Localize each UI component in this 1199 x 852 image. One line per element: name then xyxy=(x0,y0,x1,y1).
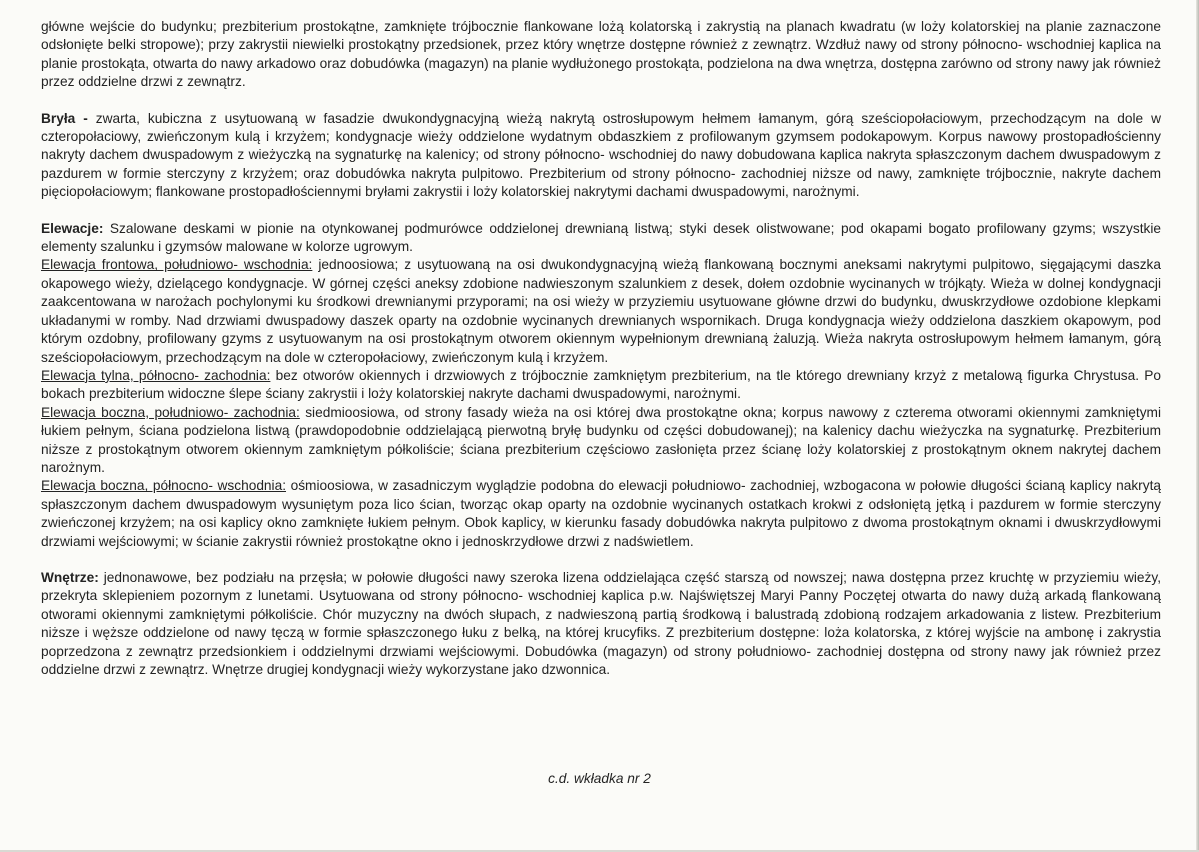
paragraph-spacer xyxy=(41,551,1161,569)
elevation-side-ne-label: Elewacja boczna, północno- wschodnia: xyxy=(41,478,287,494)
wnetrze-text: jednonawowe, bez podziału na przęsła; w połowie długości nawy szeroka lizena oddzielająca część starszą od nowszej; nawa dostępna przez kruchtę w przyziemiu wieży, przekryta sklepieniem pozornym z lunetami. Usytuowana od strony północno- wschodniej kaplica p.w. Najświętszej Maryi Panny Poczętej otwarta do nawy dużą arkadą flankowaną otworami okiennymi zamkniętymi półkoliście. Chór muzyczny na dwóch słupach, z nadwieszoną partią środkową i balustradą zdobioną rodzajem arkadowania z listew. Prezbiterium niższe i węższe oddzielone od nawy tęczą w formie spłaszczonego łuku z belką, na której krucyfiks. Z prezbiterium dostępne: loża kolatorska, z której wyjście na ambonę i zakrystia poprzedzona z zewnątrz przedsionkiem i oddzielnymi drzwiami wejściowymi. Dobudówka (magazyn) od strony południowo- zachodniej dostępna od strony nawy jak również przez oddzielne drzwi z zewnątrz. Wnętrze drugiej kondygnacji wieży wykorzystane jako dzwonnica. xyxy=(41,569,1161,677)
elewacje-intro-text: Szalowane deskami w pionie na otynkowanej podmurówce oddzielonej drewnianą listwą; styki desek olistwowane; pod okapami bogato profilowany gzyms; wszystkie elementy szalunku i gzymsów malowane w kolorze ugrowym. xyxy=(41,220,1161,255)
elevation-rear-label: Elewacja tylna, północno- zachodnia: xyxy=(41,367,271,383)
intro-paragraph: główne wejście do budynku; prezbiterium prostokątne, zamknięte trójbocznie flankowane lożą kolatorską i zakrystią na planach kwadratu (w loży kolatorskiej na planie zaznaczone odsłonięte belki stropowe); przy zakrystii niewielki prostokątny przedsionek, przez który wnętrze dostępne również z zewnątrz. Wzdłuż nawy od strony północno- wschodniej kaplica na planie prostokąta, otwarta do nawy arkadowo oraz dobudówka (magazyn) na planie wydłużonego prostokąta, podzielona na dwa wnętrza, dostępna zarówno od strony nawy jak również przez oddzielne drzwi z zewnątrz. xyxy=(41,19,1161,90)
bryla-text: zwarta, kubiczna z usytuowaną w fasadzie dwukondygnacyjną wieżą nakrytą ostrosłupowym hełmem łamanym, górą sześciopołaciowym, przechodzącym na dole w czteropołaciowy, zwieńczonym kulą i krzyżem; kondygnacje wieży oddzielone wydatnym obdaszkiem z profilowanym gzymsem podokapowym. Korpus nawowy prostopadłościenny nakryty dachem dwuspadowym z wieżyczką na sygnaturkę na kalenicy; od strony północno- wschodniej do nawy dobudowana kaplica nakryta spłaszczonym dachem dwuspadowym z pazdurem w formie sterczyny z krzyżem; oraz dobudówka nakryta pulpitowo. Prezbiterium od strony północno- zachodniej niższe od nawy, zamknięte trójbocznie, nakryte dachem pięciopołaciowym; flankowane prostopadłościennymi bryłami zakrystii i loży kolatorskiej nakrytymi dachami dwuspadowymi, narożnymi. xyxy=(41,110,1161,200)
wnetrze-section xyxy=(41,569,1161,679)
continuation-note: c.d. wkładka nr 2 xyxy=(548,771,651,786)
wnetrze-heading: Wnętrze: xyxy=(41,569,99,585)
elevation-side-ne xyxy=(41,477,1161,551)
elevation-front-text: jednoosiowa; z usytuowaną na osi dwukondygnacyjną wieżą flankowaną bocznymi aneksami nakrytymi pulpitowo, sięgającymi daszka okapowego wieży, dzielącego kondygnacje. W górnej części aneksy zdobione nadwieszonym szalunkiem z desek, dołem ozdobnie wycinanych w trójkąty. Wieża w dolnej kondygnacji zaakcentowana w narożach pochylonymi ku środkowi drewnianymi przyporami; na osi wieży w przyziemiu usytuowane główne drzwi do budynku, dwuskrzydłowe ozdobione klepkami układanymi w romby. Nad drzwiami dwuspadowy daszek oparty na ozdobnie wycinanych drewnianych wspornikach. Druga kondygnacja wieży oddzielona daszkiem okapowym, pod którym ozdobny, profilowany gzyms z usytuowanym na osi prostokątnym otworem okiennym wypełnionym drewnianą żaluzją. Wieża nakryta ostrosłupowym hełmem łamanym, górą sześciopołaciowym, przechodzącym na dole w czteropołaciowy, zwieńczonym kulą i krzyżem. xyxy=(41,257,1162,365)
elewacje-section xyxy=(41,220,1161,257)
elevation-rear xyxy=(41,367,1161,404)
paragraph-spacer xyxy=(41,202,1161,220)
elevation-front-label: Elewacja frontowa, południowo- wschodnia: xyxy=(41,257,313,273)
elewacje-heading: Elewacje: xyxy=(41,220,104,236)
elevation-front xyxy=(41,256,1161,366)
elevation-side-ne-text: ośmioosiowa, w zasadniczym wyglądzie podobna do elewacji południowo- zachodniej, wzbogacona w połowie długości ścianą kaplicy nakrytą spłaszczonym dachem dwuspadowym wysuniętym poza lico ścian, tworząc okap oparty na ozdobnie wycinanych ostatkach krokwi z odsłoniętą jętką i pazdurem w formie sterczyny zwieńczonej krzyżem; na osi kaplicy okno zamknięte łukiem pełnym. Obok kaplicy, w kierunku fasady dobudówka nakryta pulpitowo z dwoma prostokątnym oknami i dwuskrzydłowymi drzwiami wejściowymi; w ścianie zakrystii również prostokątne okno i jednoskrzydłowe drzwi z nadświetlem. xyxy=(41,478,1161,549)
elevation-rear-text: bez otworów okiennych i drzwiowych z trójbocznie zamkniętym prezbiterium, na tle którego drewniany krzyż z metalową figurka Chrystusa. Po bokach prezbiterium widoczne ślepe ściany zakrystii i loży kolatorskiej nakryte dachami dwuspadowymi, narożnymi. xyxy=(41,367,1161,402)
elevation-side-sw xyxy=(41,404,1161,478)
bryla-heading: Bryła - xyxy=(41,110,88,126)
elevation-side-sw-text: siedmioosiowa, od strony fasady wieża na osi której dwa prostokątne okna; korpus nawowy z czterema otworami okiennymi zamkniętymi łukiem pełnym, ściana podzielona listwą (prawdopodobnie oddzielającą pierwotną bryłę budynku od części dobudowanej); na kalenicy dachu wieżyczka na sygnaturkę. Prezbiterium niższe z prostokątnym otworem okiennym zamkniętym półkoliście; ściana prezbiterium częściowo zasłonięta przez ścianę loży kolatorskiej z prostokątnym oknem nakrytej dachem narożnym. xyxy=(41,404,1161,475)
paragraph-spacer xyxy=(41,92,1161,110)
elevation-side-sw-label: Elewacja boczna, południowo- zachodnia: xyxy=(41,404,300,420)
bryla-section xyxy=(41,110,1161,202)
